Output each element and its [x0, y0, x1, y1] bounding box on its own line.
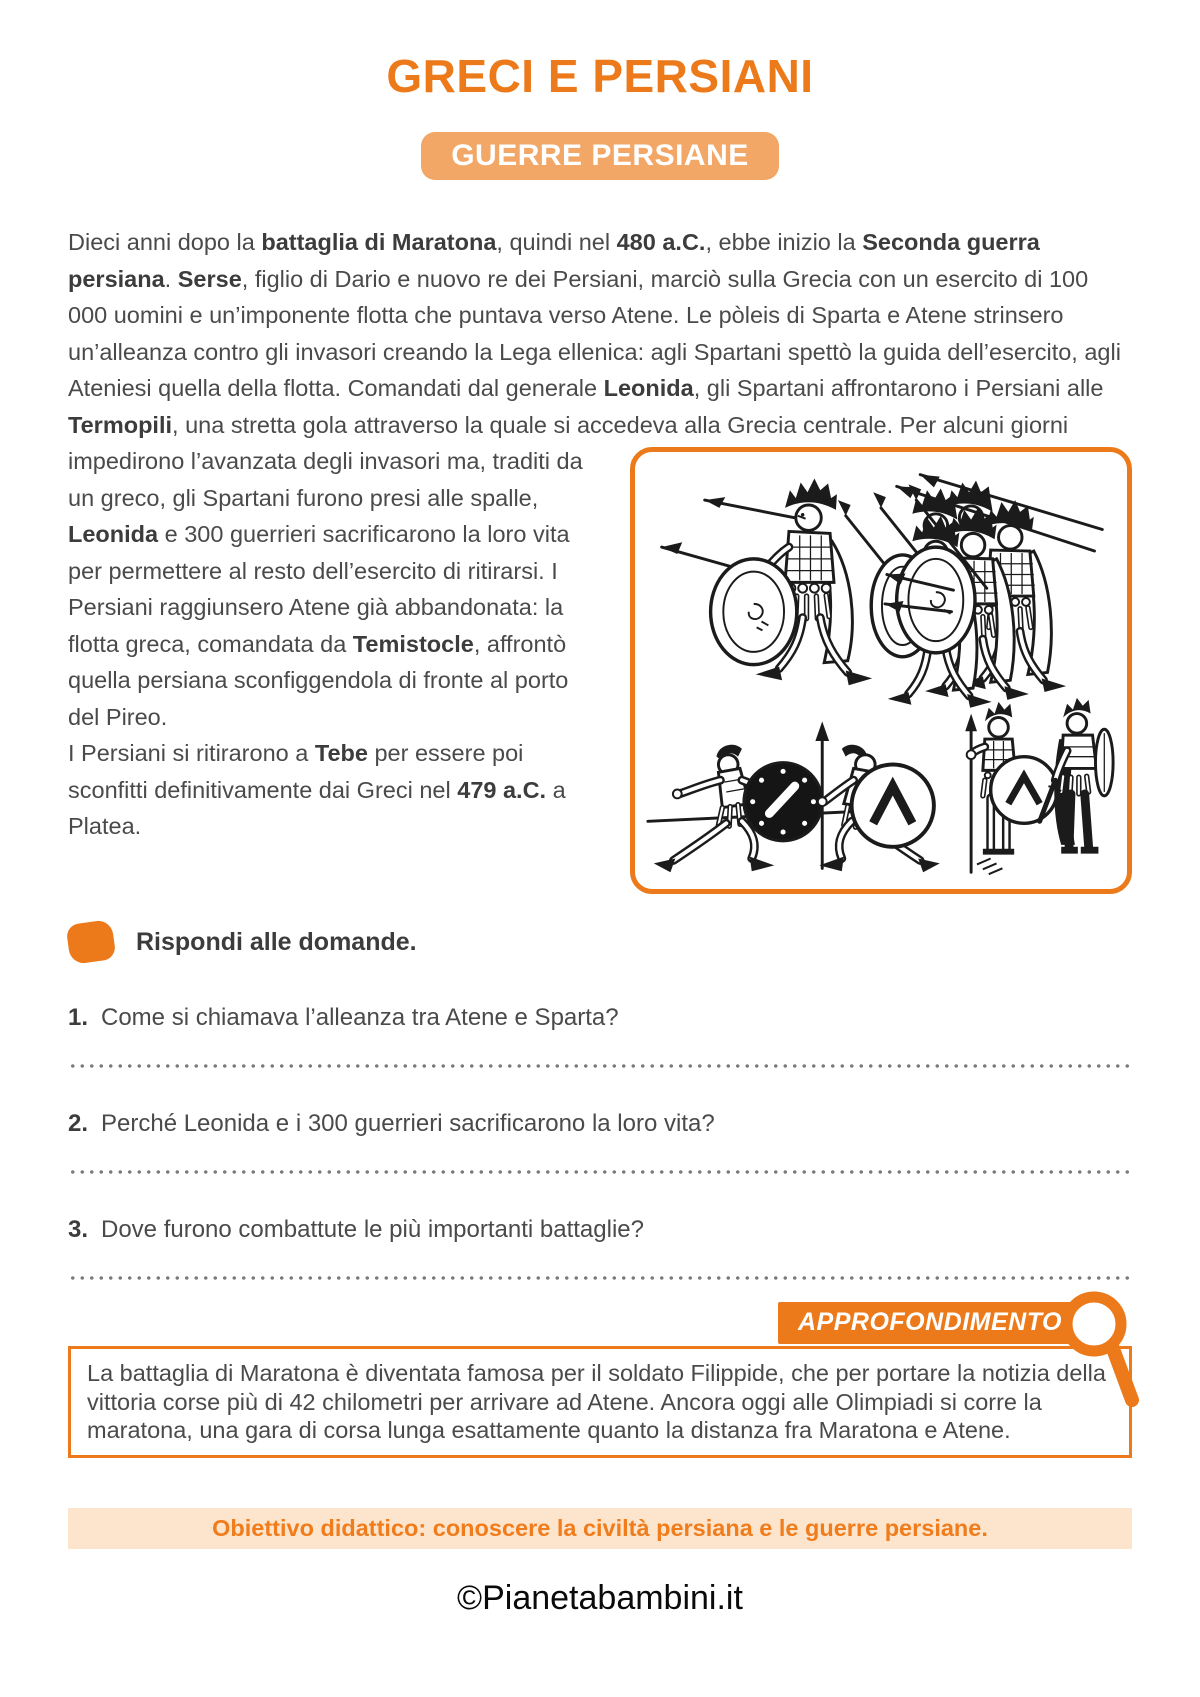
duel-warriors-icon	[648, 722, 940, 873]
answer-line-1[interactable]	[68, 1064, 1132, 1068]
warriors-illustration	[640, 457, 1122, 884]
hoplite-icon	[662, 479, 873, 686]
questions-section	[68, 900, 1132, 1280]
article-part1: Dieci anni dopo la battaglia di Maratona, quindi nel 480 a.C., ebbe inizio la Seconda guerra persiana. Serse, figlio di Dario e nuovo re dei Persiani, marciò sulla Grecia con un esercito di 100 000 uomini e un’imponente flotta che puntava verso Atene. Le pòleis di Sparta e Atene strinsero un’alleanza contro gli invasori creando la Lega ellenica: agli Spartani spettò la guida dell’esercito, agli Ateniesi quella della flotta. Comandati dal generale Leonida, gli Spartani affrontarono i Persiani alle Termopili, una stretta gola attraverso la quale si accedeva alla Grecia centrale. Per alcuni	[68, 229, 1121, 438]
standing-warriors-icon	[965, 698, 1113, 874]
question-1-text: Come si chiamava l’alleanza tra Atene e Sparta?	[101, 1004, 619, 1032]
article-part2: giorni impedirono l’avanzata degli invasori ma, traditi da un greco, gli Spartani furono presi alle spalle, Leonida e 300 guerrieri sacrificarono la loro vita per permettere al resto dell’esercito di ritirarsi. I Persiani raggiunsero Atene già abbandonata: la flotta greca, comandata da Temistocle, affrontò quella persiana sconfiggendola di fronte al porto del Pireo. I Persiani si ritirarono a Tebe per essere poi sconfitti definitivamente dai Greci nel 479 a.C. a Platea.	[68, 411, 1069, 840]
question-3-number: 3.	[68, 1216, 89, 1244]
question-2-number: 2.	[68, 1110, 89, 1138]
subtitle-badge: GUERRE PERSIANE	[421, 132, 779, 180]
question-3-text: Dove furono combattute le più importanti battaglie?	[101, 1216, 644, 1244]
warriors-illustration-panel	[630, 447, 1132, 894]
article-text	[68, 224, 1132, 845]
questions-heading	[68, 922, 1132, 962]
question-1	[68, 1004, 1132, 1032]
question-3	[68, 1216, 1132, 1244]
questions-heading-label: Rispondi alle domande.	[136, 927, 417, 956]
phalanx-icon	[838, 475, 1102, 708]
note-icon	[65, 919, 116, 965]
magnifier-icon	[1054, 1288, 1144, 1414]
page-title: GRECI E PERSIANI	[386, 50, 814, 102]
answer-line-3[interactable]	[68, 1276, 1132, 1280]
question-2-text: Perché Leonida e i 300 guerrieri sacrificarono la loro vita?	[101, 1110, 715, 1138]
footer-credit: ©Pianetabambini.it	[457, 1578, 743, 1617]
objective-bar: Obiettivo didattico: conoscere la civiltà persiana e le guerre persiane.	[68, 1508, 1132, 1549]
header	[68, 0, 1132, 180]
deep-dive-text: La battaglia di Maratona è diventata famosa per il soldato Filippide, che per portare la notizia della vittoria corse più di 42 chilometri per arrivare ad Atene. Ancora oggi alle Olimpiadi si corre la maratona, una gara di corsa lunga esattamente quanto la distanza fra Maratona e Atene.	[68, 1346, 1132, 1458]
deep-dive-section	[68, 1302, 1132, 1458]
deep-dive-label: APPROFONDIMENTO	[778, 1302, 1082, 1344]
question-2	[68, 1110, 1132, 1138]
question-1-number: 1.	[68, 1004, 89, 1032]
answer-line-2[interactable]	[68, 1170, 1132, 1174]
